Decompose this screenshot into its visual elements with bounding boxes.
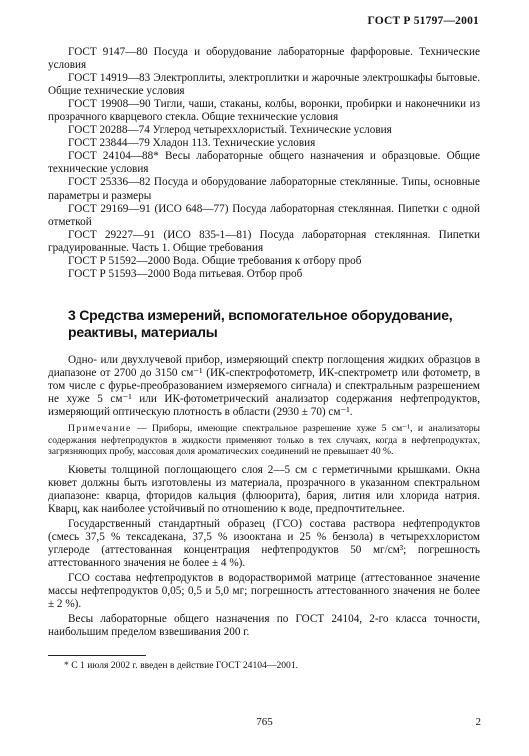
note-text: — Приборы, имеющие спектральное разрешение хуже 5 см⁻¹, и анализаторы содержания нефтепродуктов в жидкости применяют только в тех случаях, когда в нефтепродуктах, загрязняющих пробу, массовая доля ароматических соединений не превышает 40 %.: [48, 423, 480, 458]
reference-item: ГОСТ 25336—82 Посуда и оборудование лабораторные стеклянные. Типы, основные параметры и размеры: [48, 176, 480, 202]
reference-item: ГОСТ 24104—88* Весы лабораторные общего назначения и образцовые. Общие технические условия: [48, 150, 480, 176]
reference-item: ГОСТ 23844—79 Хладон 113. Технические условия: [68, 137, 316, 150]
paragraph-instrument: Одно- или двухлучевой прибор, измеряющий спектр поглощения жидких образцов в диапазоне от 2700 до 3150 см⁻¹ (ИК-спектрофотометр, ИК-спектрометр или фотометр, в том числе с фурье-преобразованием измеряемого сигнала) и спектральным разрешением не хуже 5 см⁻¹ или ИК-фотометрический анализатор содержания нефтепродуктов, измеряющий оптическую плотность в области (2930 ± 70) см⁻¹.: [48, 353, 480, 419]
page-number-right: 2: [475, 716, 481, 728]
reference-item: ГОСТ 19908—90 Тигли, чаши, стаканы, колбы, воронки, пробирки и наконечники из прозрачного кварцевого стекла. Общие технические условия: [48, 98, 480, 124]
paragraph-standard-sample: Государственный стандартный образец (ГСО) состава раствора нефтепродуктов (смесь 37,5 % тексадекана, 37,5 % изооктана и 25 % бензола) в четыреххлористом углероде (аттестованная концентрация нефтепродуктов 50 мг/см³; погрешность аттестованного значения не более ± 4 %).: [48, 517, 480, 569]
paragraph-scales: Весы лабораторные общего назначения по ГОСТ 24104, 2-го класса точности, наибольшим пределом взвешивания 200 г.: [48, 613, 480, 639]
reference-item: ГОСТ 29169—91 (ИСО 648—77) Посуда лабораторная стеклянная. Пипетки с одной отметкой: [48, 202, 480, 228]
footnote-divider: [48, 655, 146, 656]
section-heading: 3 Средства измерений, вспомогательное оборудование, реактивы, материалы: [68, 306, 453, 341]
reference-item: ГОСТ Р 51593—2000 Вода питьевая. Отбор проб: [68, 267, 303, 280]
reference-item: ГОСТ 14919—83 Электроплиты, электроплитки и жарочные электрошкафы бытовые. Общие технические условия: [48, 72, 480, 98]
note-label: Примечание: [68, 423, 132, 435]
section-content: [48, 354, 480, 639]
page-number-center: 765: [256, 716, 273, 728]
note-paragraph: [48, 423, 480, 458]
document-body: [48, 46, 480, 641]
paragraph-cuvettes: Кюветы толщиной поглощающего слоя 2—5 см с герметичными крышками. Окна кювет должны быть изготовлены из материала, прозрачного в указанном спектральном диапазоне: кварца, фторидов кальция (флюорита), бария, лития или хлорида натрия. Кварц, как наиболее устойчивый по отношению к воде, предпочтительнее.: [48, 463, 480, 515]
page-header-title: ГОСТ Р 51797—2001: [367, 15, 479, 27]
reference-item: ГОСТ 9147—80 Посуда и оборудование лабораторные фарфоровые. Технические условия: [48, 46, 480, 72]
reference-item: ГОСТ 29227—91 (ИСО 835-1—81) Посуда лабораторная стеклянная. Пипетки градуированные. Часть 1. Общие требования: [48, 228, 480, 254]
reference-item: ГОСТ 20288—74 Углерод четыреххлористый. Технические условия: [68, 124, 392, 137]
paragraph-gso-matrix: ГСО состава нефтепродуктов в водорастворимой матрице (аттестованное значение массы нефтепродуктов 0,05; 0,5 и 5,0 мг; погрешность аттестованного значения не более ± 2 %).: [48, 571, 480, 611]
reference-item: ГОСТ Р 51592—2000 Вода. Общие требования к отбору проб: [68, 254, 362, 267]
footnote: * С 1 июля 2002 г. введен в действие ГОСТ 24104—2001.: [64, 660, 299, 671]
normative-references-list: [48, 46, 480, 281]
